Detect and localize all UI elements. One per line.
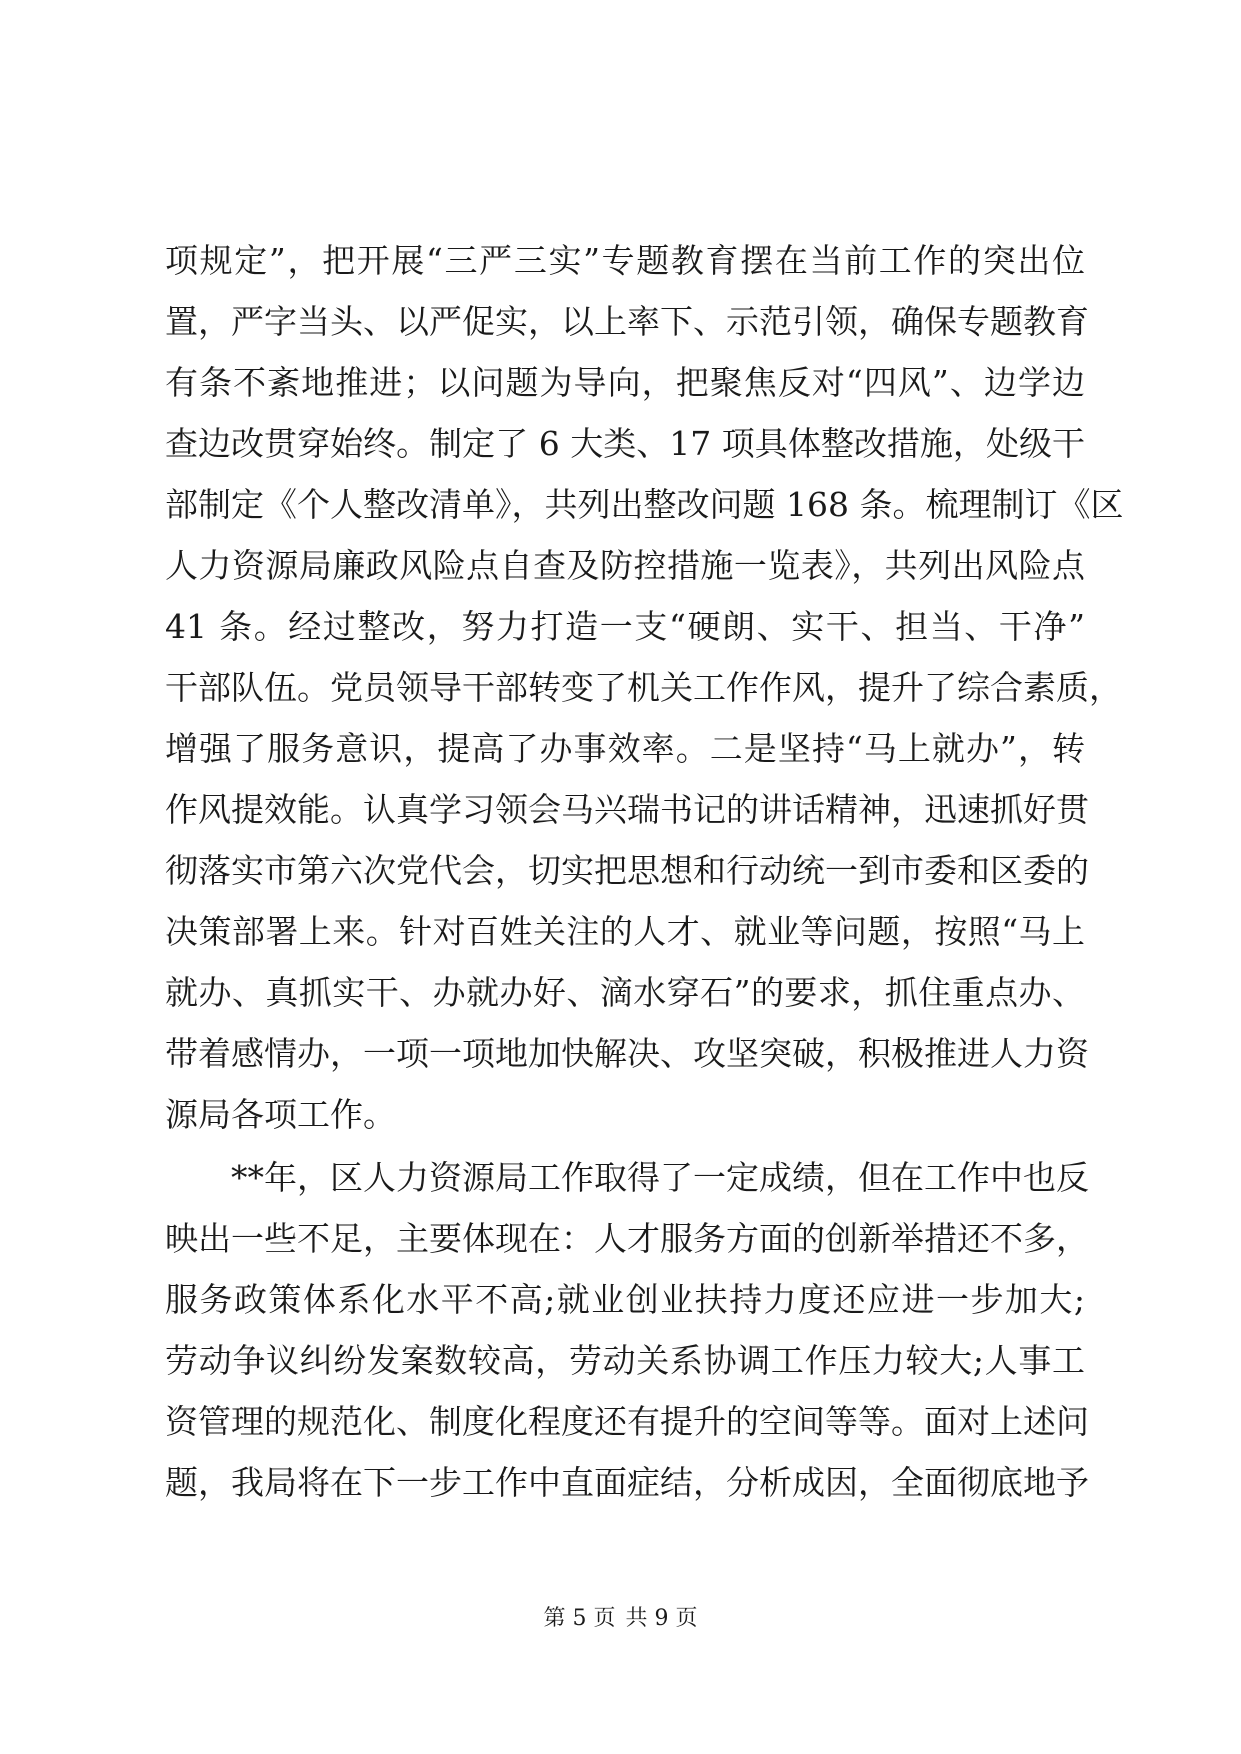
text-line: 查边改贯穿始终。制定了 6 大类、17 项具体整改措施，处级干 (165, 424, 1085, 463)
text-line: 增强了服务意识，提高了办事效率。二是坚持“马上就办”，转 (165, 729, 1085, 768)
text-line: **年，区人力资源局工作取得了一定成绩，但在工作中也反 (231, 1158, 1089, 1197)
page-footer (0, 1604, 1241, 1634)
text-line: 置，严字当头、以严促实，以上率下、示范引领，确保专题教育 (165, 302, 1089, 341)
text-line: 有条不紊地推进；以问题为导向，把聚焦反对“四风”、边学边 (165, 363, 1085, 402)
page-total: 共 9 页 (625, 1606, 698, 1631)
text-line: 映出一些不足，主要体现在：人才服务方面的创新举措还不多， (165, 1219, 1089, 1258)
text-line: 人力资源局廉政风险点自查及防控措施一览表》，共列出风险点 (165, 546, 1085, 585)
text-line: 劳动争议纠纷发案数较高，劳动关系协调工作压力较大;人事工 (165, 1341, 1085, 1380)
text-line: 资管理的规范化、制度化程度还有提升的空间等等。面对上述问 (165, 1402, 1089, 1441)
text-line: 带着感情办，一项一项地加快解决、攻坚突破，积极推进人力资 (165, 1034, 1089, 1073)
text-line: 项规定”，把开展“三严三实”专题教育摆在当前工作的突出位 (165, 241, 1085, 280)
text-line: 干部队伍。党员领导干部转变了机关工作作风，提升了综合素质， (165, 668, 1122, 707)
text-line: 决策部署上来。针对百姓关注的人才、就业等问题，按照“马上 (165, 912, 1085, 951)
text-line: 彻落实市第六次党代会，切实把思想和行动统一到市委和区委的 (165, 851, 1089, 890)
text-line: 服务政策体系化水平不高;就业创业扶持力度还应进一步加大; (165, 1280, 1085, 1319)
text-line: 就办、真抓实干、办就办好、滴水穿石”的要求，抓住重点办、 (165, 973, 1085, 1012)
text-line: 源局各项工作。 (165, 1095, 396, 1134)
text-line: 作风提效能。认真学习领会马兴瑞书记的讲话精神，迅速抓好贯 (165, 790, 1089, 829)
text-line: 41 条。经过整改，努力打造一支“硬朗、实干、担当、干净” (165, 607, 1085, 646)
text-line: 题，我局将在下一步工作中直面症结，分析成因，全面彻底地予 (165, 1463, 1089, 1502)
page-number: 第 5 页 (543, 1606, 616, 1631)
text-line: 部制定《个人整改清单》，共列出整改问题 168 条。梳理制订《区 (165, 485, 1124, 524)
